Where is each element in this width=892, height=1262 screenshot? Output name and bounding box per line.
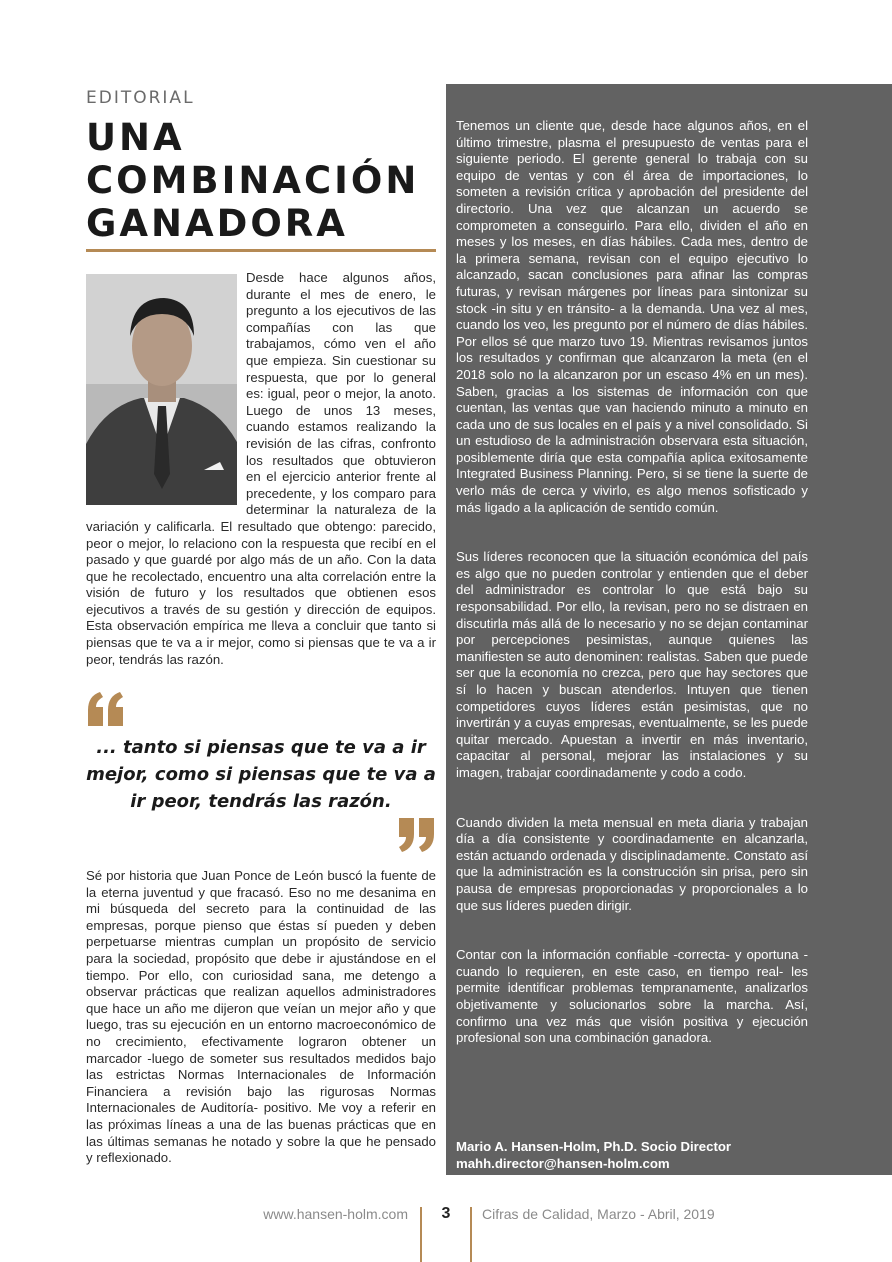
right-paragraph-4: Contar con la información confiable -correcta- y oportuna -cuando lo requieren, en este caso, en tiempo real- les permite identificar problemas tempranamente, analizarlos objetivamente y solucionarlos sobre la marcha. Así, confirmo una vez más que visión positiva y ejecución profesional son una combinación ganadora.: [456, 947, 808, 1046]
title-line-2: COMBINACIÓN: [86, 159, 420, 202]
open-quote-icon: [86, 692, 126, 726]
author-signature: [456, 1138, 856, 1172]
pull-quote: ... tanto si piensas que te va a ir mejor, como si piensas que te va a ir peor, tendrás las razón.: [86, 737, 436, 812]
body-paragraph-left: [86, 868, 436, 1167]
footer-website: www.hansen-holm.com: [263, 1206, 408, 1222]
history-paragraph: Sé por historia que Juan Ponce de León buscó la fuente de la eterna juventud y que fracasó. Eso no me desanima en mi búsqueda del secreto para la continuidad de las empresas, porque pienso que éstas sí pueden y deben perpetuarse mientras cumplan un propósito de servicio para la sociedad, propósito que debe ir ajustándose en el tiempo. Por ello, con curiosidad sana, me detengo a observar prácticas que realizan aquellos administradores que hace un año me dijeron que veían un mejor año y que luego, tras su ejecución en un entorno macroeconómico de no crecimiento, efectivamente lograron obtener un marcador -luego de someter sus resultados medidos bajo las estrictas Normas Internacionales de Información Financiera a revisión bajo las rigurosas Normas Internacionales de Auditoría- positivo. Me voy a referir en las próximas líneas a una de las buenas prácticas que en las últimas semanas he notado y sobre la que he pensado y reflexionado.: [86, 868, 436, 1166]
title-line-3: GANADORA: [86, 202, 348, 245]
article-title: [86, 116, 436, 245]
intro-text-block: [86, 270, 436, 668]
right-paragraph-2: Sus líderes reconocen que la situación económica del país es algo que no pueden controlar y entienden que el deber del administrador es controlar lo que está bajo su responsabilidad. Por ello, la revisan, pero no se distraen en discutirla más allá de lo necesario y no se dejan contaminar por percepciones pesimistas, aunque quienes las manifiesten se auto denominen: realistas. Saben que puede ser que la economía no crezca, pero que hay sectores que sí lo hacen y buscan atenderlos. Intuyen que tienen competidores cuyos líderes están pesimistas, que no invertirán y a cuyas empresas, eventualmente, se les puede quitar mercado. Apuestan a invertir en más inventario, capacitar al personal, mejorar las instalaciones y su imagen, trabajar coordinadamente y codo a codo.: [456, 549, 808, 780]
close-quote-icon: [396, 818, 436, 852]
photo-spacer: [86, 270, 237, 504]
right-column-text: [456, 118, 808, 1080]
right-paragraph-1: Tenemos un cliente que, desde hace algunos años, en el último trimestre, plasma el presupuesto de ventas para el siguiente periodo. El gerente general lo trabaja con su equipo de ventas y con él área de importaciones, lo someten a revisión crítica y aprobación del presidente del directorio. Una vez que alcanzan un acuerdo se comprometen a conseguirlo. Para ello, dividen el año en meses y los meses, en días hábiles. Cada mes, dentro de la primera semana, revisan con el equipo ejecutivo lo alcanzado, sacan conclusiones para afinar las compras futuras, y revisan márgenes por líneas para sintonizar su stock -in situ y en tránsito- a la demanda. Una vez al mes, cuando los veo, les pregunto por el número de días hábiles. Por ellos sé que marzo tuvo 19. Mientras revisamos juntos los resultados y confirman que alcanzaron la meta (en el 2018 solo no la alcanzaron por un escaso 4% en un mes). Saben, gracias a los sistemas de información con que cuentan, las ventas que van haciendo minuto a minuto en cada uno de sus locales en el país y a nivel consolidado. Si un estudioso de la administración observara esta situación, posiblemente diría que esta compañía aplica exitosamente Integrated Business Planning. Pero, si se tiene la suerte de verlo más de cerca y vivirlo, es algo menos sofisticado y más ligado a la aplicación de sentido común.: [456, 118, 808, 515]
page-number: 3: [441, 1205, 451, 1222]
title-line-1: UNA: [86, 116, 185, 159]
right-paragraph-3: Cuando dividen la meta mensual en meta diaria y trabajan día a día consistente y coordinadamente en alcanzarla, están actuando ordenada y disciplinadamente. Constato así que la administración es la construcción sin prisa, pero sin pausa de empresas proporcionadas y proporcionales a lo que sus líderes pueden dirigir.: [456, 814, 808, 913]
section-label: EDITORIAL: [86, 88, 195, 108]
signature-name: Mario A. Hansen-Holm, Ph.D. Socio Director: [456, 1139, 732, 1154]
signature-email: mahh.director@hansen-holm.com: [456, 1156, 670, 1171]
footer-divider-right: [470, 1207, 472, 1262]
title-divider: [86, 249, 436, 252]
intro-paragraph: Desde hace algunos años, durante el mes de enero, le pregunto a los ejecutivos de las compañías con las que trabajamos, cómo ven el año que empieza. Sin cuestionar su respuesta, que por lo general es: igual, peor o mejor, la anoto. Luego de unos 13 meses, cuando estamos realizando la revisión de las cifras, confronto los resultados que obtuvieron en el ejercicio anterior frente al precedente, y los comparo para determinar la naturaleza de la variación y calificarla. El resultado que obtengo: parecido, peor o mejor, lo relaciono con la respuesta que recibí en el pasado y que guardé por algo más de un año. Con la data que he recolectado, encuentro una alta correlación entre la visión de futuro y los resultados que obtienen esos ejecutivos a través de su gestión y dirección de equipos. Esta observación empírica me lleva a concluir que tanto si piensas que te va a ir mejor, como si piensas que te va a ir peor, tendrás las razón.: [86, 270, 436, 667]
footer-publication: Cifras de Calidad, Marzo - Abril, 2019: [482, 1206, 715, 1222]
